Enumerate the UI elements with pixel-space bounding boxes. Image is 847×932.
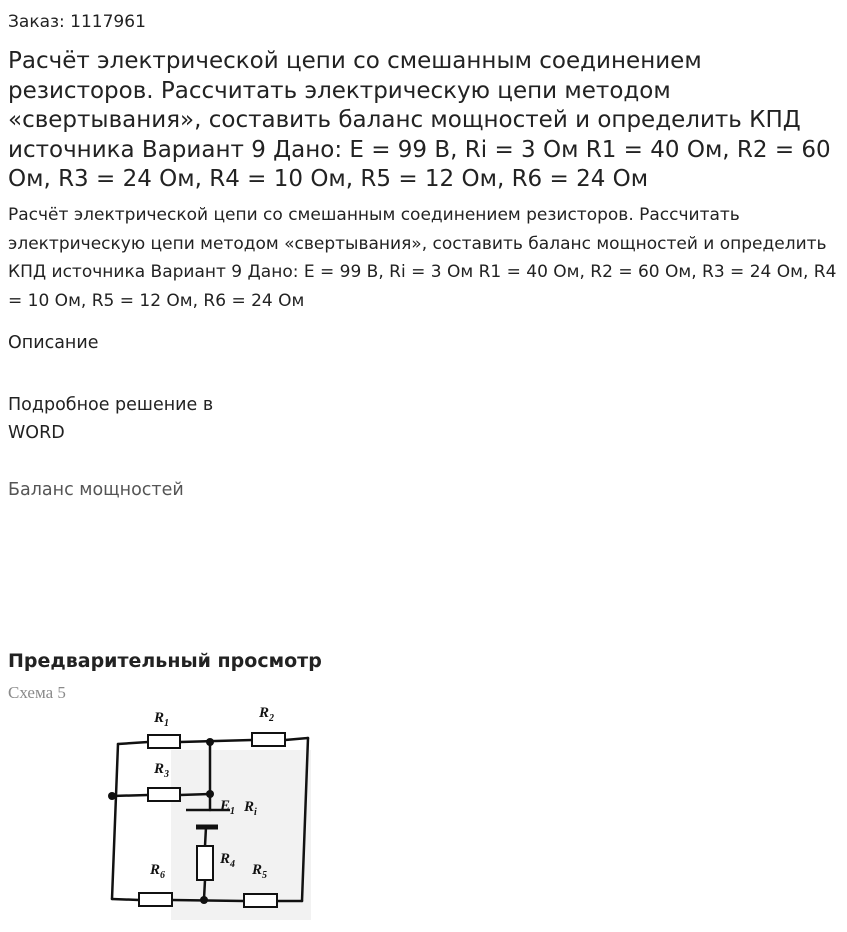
resistor-r6 — [139, 893, 172, 906]
circuit-diagram — [6, 680, 316, 922]
label-r4: $R_4$ — [220, 851, 236, 870]
label-r6: $R_6$ — [150, 862, 166, 881]
resistor-r3 — [148, 788, 180, 801]
power-balance-link[interactable]: Баланс мощностей — [8, 480, 184, 500]
label-e: $E_1$ — [220, 798, 236, 817]
resistor-r4 — [197, 846, 213, 880]
detail-solution-text: Подробное решение в WORD — [8, 395, 214, 443]
page-title: Расчёт электрической цепи со смешанным соединением резисторов. Рассчитать электрическую цепи методом «свертывания», составить баланс мощностей и определить КПД источника Вариант 9 Дано: E = 99 В, Ri = 3 Ом R1 = 40 Ом, R2 = 60 Ом, R3 = 24 Ом, R4 = 10 Ом, R5 = 12 Ом, R6 = 24 Ом — [8, 48, 831, 192]
resistor-r2 — [252, 733, 285, 746]
resistor-r1 — [148, 735, 180, 748]
order-number: Заказ: 1117961 — [8, 12, 146, 32]
resistor-r5 — [244, 894, 277, 907]
label-r2: $R_2$ — [259, 705, 275, 724]
scheme-label: Схема 5 — [8, 683, 66, 702]
scan-shade — [171, 750, 311, 920]
description-heading: Описание — [8, 333, 99, 353]
label-r3: $R_3$ — [154, 761, 170, 780]
preview-heading: Предварительный просмотр — [8, 650, 322, 672]
label-r1: $R_1$ — [154, 710, 170, 729]
label-ri: $R_i$ — [244, 799, 257, 818]
circuit-scheme-preview — [6, 680, 316, 922]
label-r5: $R_5$ — [252, 862, 268, 881]
task-description: Расчёт электрической цепи со смешанным соединением резисторов. Рассчитать электрическую цепи методом «свертывания», составить баланс мощностей и определить КПД источника Вариант 9 Дано: E = 99 В, Ri = 3 Ом R1 = 40 Ом, R2 = 60 Ом, R3 = 24 Ом, R4 = 10 Ом, R5 = 12 Ом, R6 = 24 Ом — [8, 205, 837, 311]
